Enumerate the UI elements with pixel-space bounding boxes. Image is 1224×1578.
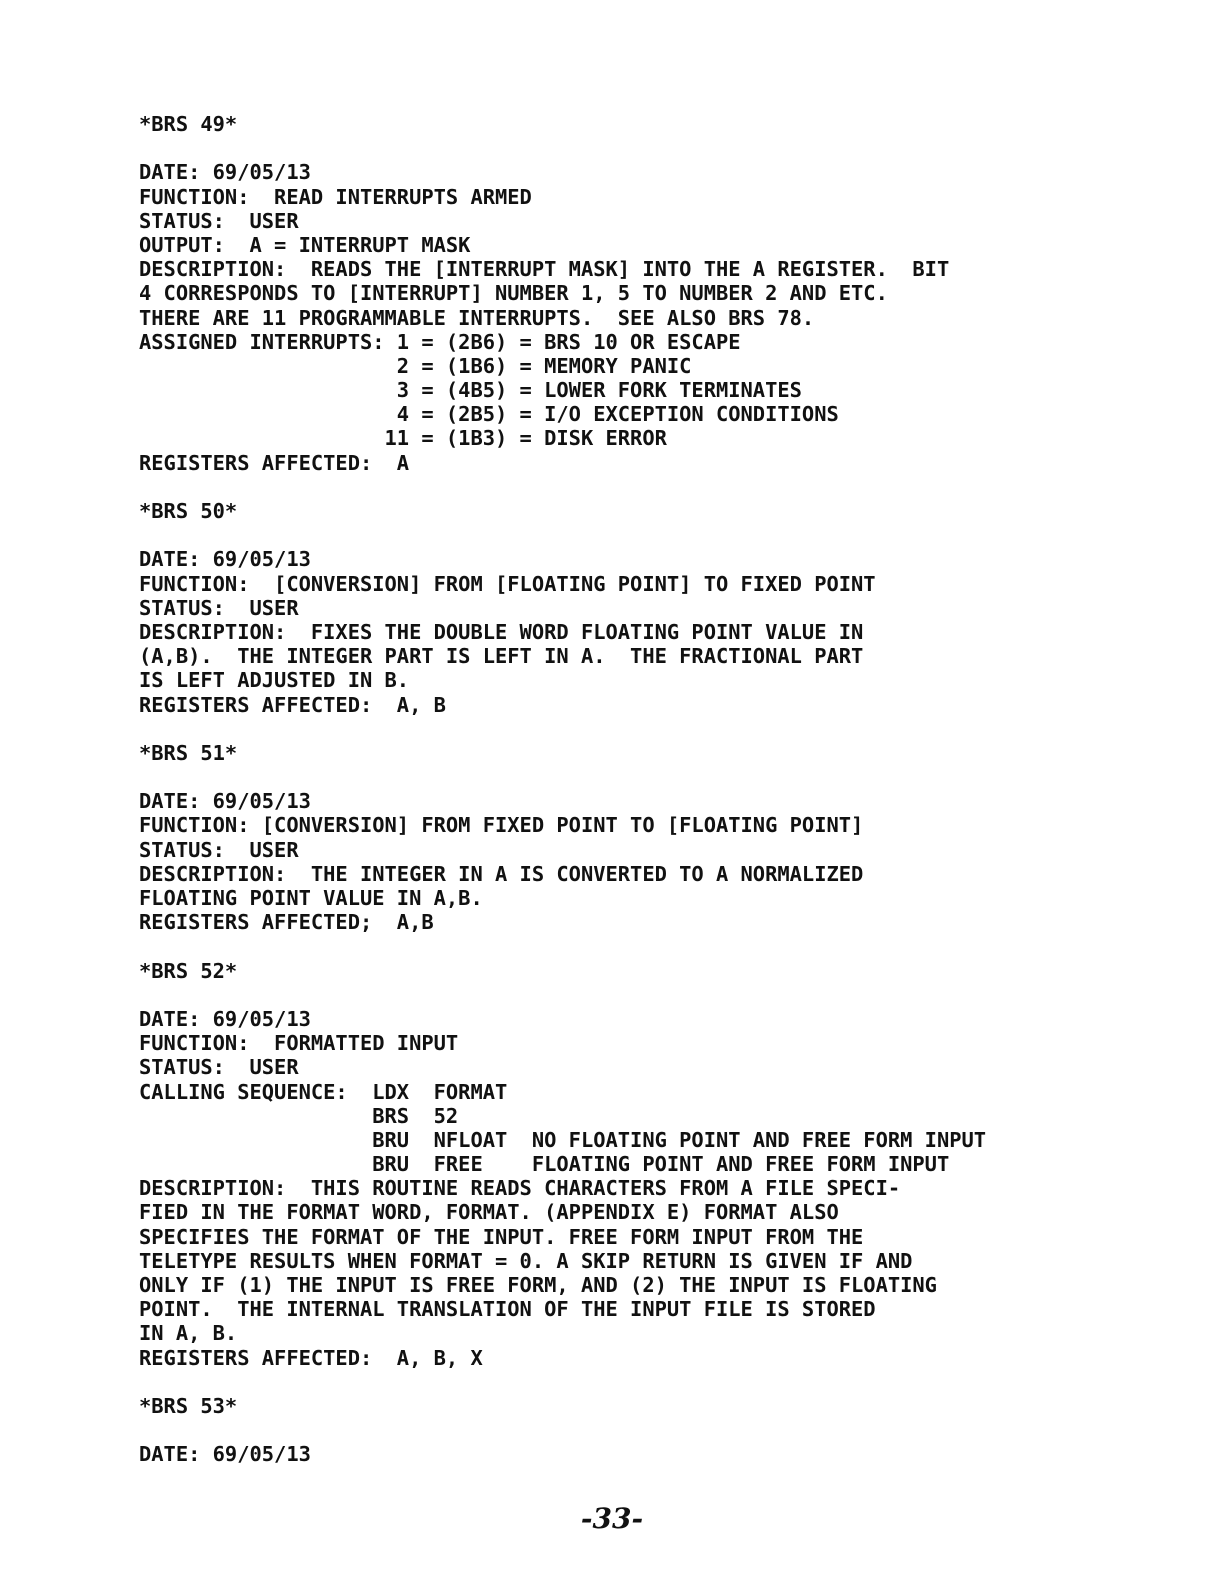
text-line: CALLING SEQUENCE: LDX FORMAT: [139, 1079, 508, 1104]
text-line: DATE: 69/05/13: [139, 1442, 311, 1467]
text-line: *BRS 51*: [139, 740, 238, 765]
document-text: [139, 112, 986, 1467]
text-line: DATE: 69/05/13: [139, 160, 311, 185]
text-line: STATUS: USER: [139, 1055, 299, 1080]
text-line: REGISTERS AFFECTED; A,B: [139, 910, 434, 935]
text-line: REGISTERS AFFECTED: A: [139, 450, 410, 475]
text-line: ASSIGNED INTERRUPTS: 1 = (2B6) = BRS 10 OR ESCAPE: [139, 329, 741, 354]
text-line: 4 = (2B5) = I/O EXCEPTION CONDITIONS: [139, 402, 839, 427]
text-line: DATE: 69/05/13: [139, 1006, 311, 1031]
text-line: [139, 475, 986, 499]
text-line: FLOATING POINT VALUE IN A,B.: [139, 886, 483, 910]
text-line: 4 CORRESPONDS TO [INTERRUPT] NUMBER 1, 5 TO NUMBER 2 AND ETC.: [139, 281, 888, 306]
text-line: [139, 934, 986, 958]
text-line: FUNCTION: [CONVERSION] FROM FIXED POINT TO [FLOATING POINT]: [139, 813, 864, 838]
text-line: *BRS 50*: [139, 499, 238, 523]
text-line: FUNCTION: READ INTERRUPTS ARMED: [139, 184, 532, 209]
text-line: 2 = (1B6) = MEMORY PANIC: [139, 353, 692, 378]
text-line: DATE: 69/05/13: [139, 789, 311, 814]
text-line: (A,B). THE INTEGER PART IS LEFT IN A. THE FRACTIONAL PART: [139, 644, 864, 669]
text-line: DESCRIPTION: FIXES THE DOUBLE WORD FLOATING POINT VALUE IN: [139, 619, 864, 644]
text-line: DESCRIPTION: THE INTEGER IN A IS CONVERTED TO A NORMALIZED: [139, 861, 864, 886]
text-line: [139, 765, 986, 789]
text-line: OUTPUT: A = INTERRUPT MASK: [139, 232, 471, 257]
text-line: STATUS: USER: [139, 595, 299, 620]
text-line: DESCRIPTION: READS THE [INTERRUPT MASK] INTO THE A REGISTER. BIT: [139, 257, 950, 282]
text-line: POINT. THE INTERNAL TRANSLATION OF THE INPUT FILE IS STORED: [139, 1297, 876, 1322]
text-line: BRS 52: [139, 1103, 459, 1128]
text-line: 11 = (1B3) = DISK ERROR: [139, 426, 667, 451]
text-line: 3 = (4B5) = LOWER FORK TERMINATES: [139, 378, 802, 403]
text-line: [139, 523, 986, 547]
text-line: [139, 136, 986, 160]
text-line: [139, 1418, 986, 1442]
text-line: FUNCTION: [CONVERSION] FROM [FLOATING POINT] TO FIXED POINT: [139, 571, 876, 596]
page-number: -33-: [580, 1502, 644, 1535]
text-line: REGISTERS AFFECTED: A, B, X: [139, 1345, 483, 1370]
text-line: SPECIFIES THE FORMAT OF THE INPUT. FREE FORM INPUT FROM THE: [139, 1224, 864, 1249]
text-line: REGISTERS AFFECTED: A, B: [139, 692, 446, 717]
text-line: ONLY IF (1) THE INPUT IS FREE FORM, AND (2) THE INPUT IS FLOATING: [139, 1273, 937, 1297]
text-line: TELETYPE RESULTS WHEN FORMAT = 0. A SKIP RETURN IS GIVEN IF AND: [139, 1248, 913, 1273]
text-line: STATUS: USER: [139, 208, 299, 233]
text-line: [139, 1370, 986, 1394]
text-line: *BRS 52*: [139, 958, 238, 983]
text-line: IS LEFT ADJUSTED IN B.: [139, 668, 410, 693]
text-line: *BRS 53*: [139, 1393, 238, 1418]
text-line: FUNCTION: FORMATTED INPUT: [139, 1031, 459, 1056]
text-line: FIED IN THE FORMAT WORD, FORMAT. (APPENDIX E) FORMAT ALSO: [139, 1200, 839, 1225]
text-line: [139, 717, 986, 741]
text-line: IN A, B.: [139, 1321, 238, 1346]
text-line: DESCRIPTION: THIS ROUTINE READS CHARACTERS FROM A FILE SPECI-: [139, 1176, 901, 1201]
text-line: BRU NFLOAT NO FLOATING POINT AND FREE FORM INPUT: [139, 1127, 987, 1152]
text-line: BRU FREE FLOATING POINT AND FREE FORM INPUT: [139, 1152, 950, 1177]
text-line: DATE: 69/05/13: [139, 547, 311, 572]
text-line: THERE ARE 11 PROGRAMMABLE INTERRUPTS. SEE ALSO BRS 78.: [139, 305, 815, 330]
text-line: [139, 983, 986, 1007]
text-line: STATUS: USER: [139, 837, 299, 862]
text-line: *BRS 49*: [139, 112, 238, 136]
